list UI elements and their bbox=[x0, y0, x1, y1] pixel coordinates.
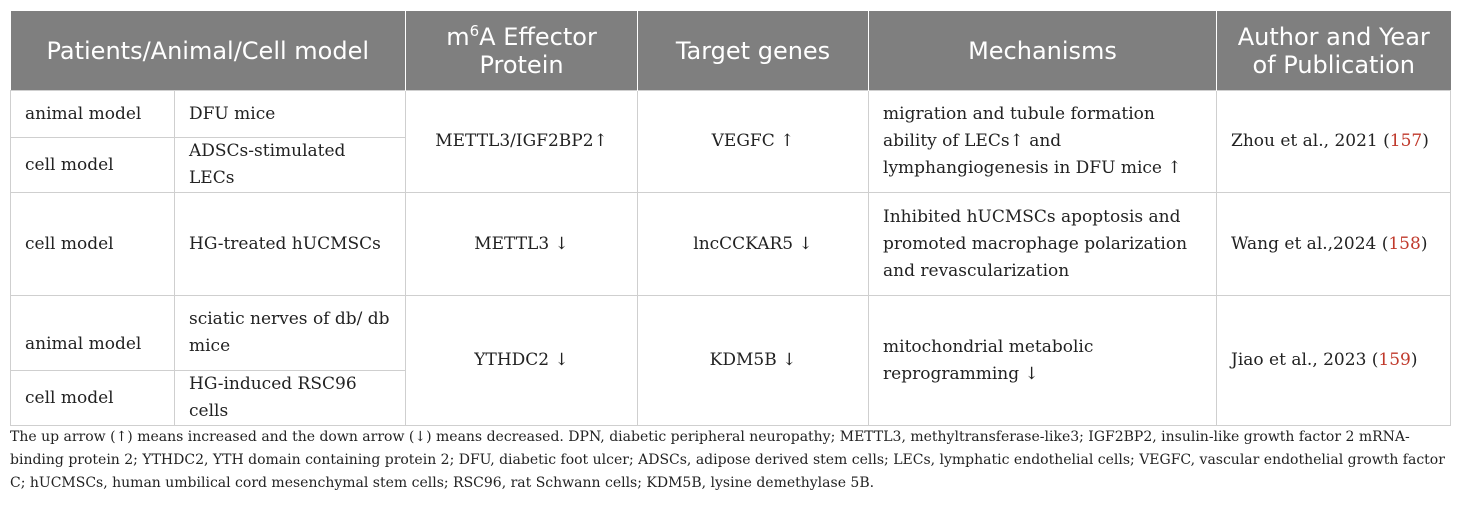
author-cell: Wang et al.,2024 (158) bbox=[1217, 193, 1451, 296]
target-cell: lncCCKAR5 ↓ bbox=[638, 193, 869, 296]
model-type-cell: animal model bbox=[11, 91, 175, 138]
header-model: Patients/Animal/Cell model bbox=[11, 11, 406, 91]
effector-cell: METTL3/IGF2BP2↑ bbox=[406, 91, 638, 193]
model-detail-cell: HG-induced RSC96 cells bbox=[175, 371, 406, 426]
table-footnote: The up arrow (↑) means increased and the down arrow (↓) means decreased. DPN, diabetic peripheral neuropathy; METTL3, methyltransferase-like3; IGF2BP2, insulin-like growth factor 2 mRNA-binding protein 2; YTHDC2, YTH domain containing protein 2; DFU, diabetic foot ulcer; ADSCs, adipose derived stem cells; LECs, lymphatic endothelial cells; VEGFC, vascular endothelial growth factor C; hUCMSCs, human umbilical cord mesenchymal stem cells; RSC96, rat Schwann cells; KDM5B, lysine demethylase 5B. bbox=[10, 429, 1445, 491]
table-row bbox=[11, 296, 1451, 371]
model-detail-cell: DFU mice bbox=[175, 91, 406, 138]
header-effector: $m^6A$ Effector Protein bbox=[406, 11, 638, 91]
data-table bbox=[10, 11, 1451, 426]
mechanism-cell: migration and tubule formation ability of LECs↑ and lymphangiogenesis in DFU mice ↑ bbox=[869, 91, 1217, 193]
target-cell: KDM5B ↓ bbox=[638, 296, 869, 426]
target-cell: VEGFC ↑ bbox=[638, 91, 869, 193]
model-type-cell: animal model bbox=[11, 296, 175, 371]
table-row bbox=[11, 193, 1451, 296]
model-detail-cell: sciatic nerves of db/ db mice bbox=[175, 296, 406, 371]
author-cell: Zhou et al., 2021 (157) bbox=[1217, 91, 1451, 193]
author-cell: Jiao et al., 2023 (159) bbox=[1217, 296, 1451, 426]
header-row bbox=[11, 11, 1451, 91]
table-row bbox=[11, 91, 1451, 138]
model-type-cell: cell model bbox=[11, 193, 175, 296]
effector-cell: METTL3 ↓ bbox=[406, 193, 638, 296]
model-detail-cell: HG-treated hUCMSCs bbox=[175, 193, 406, 296]
effector-cell: YTHDC2 ↓ bbox=[406, 296, 638, 426]
header-mechanisms: Mechanisms bbox=[869, 11, 1217, 91]
mechanism-cell: mitochondrial metabolic reprogramming ↓ bbox=[869, 296, 1217, 426]
reference-link[interactable]: 159 bbox=[1378, 350, 1411, 370]
reference-link[interactable]: 158 bbox=[1388, 233, 1421, 254]
mechanism-cell: Inhibited hUCMSCs apoptosis and promoted macrophage polarization and revascularization bbox=[869, 193, 1217, 296]
header-author-year: Author and Year of Publication bbox=[1217, 11, 1451, 91]
model-detail-cell: ADSCs-stimulated LECs bbox=[175, 138, 406, 193]
reference-link[interactable]: 157 bbox=[1389, 131, 1423, 151]
model-type-cell: cell model bbox=[11, 371, 175, 426]
header-target-genes: Target genes bbox=[638, 11, 869, 91]
model-type-cell: cell model bbox=[11, 138, 175, 193]
